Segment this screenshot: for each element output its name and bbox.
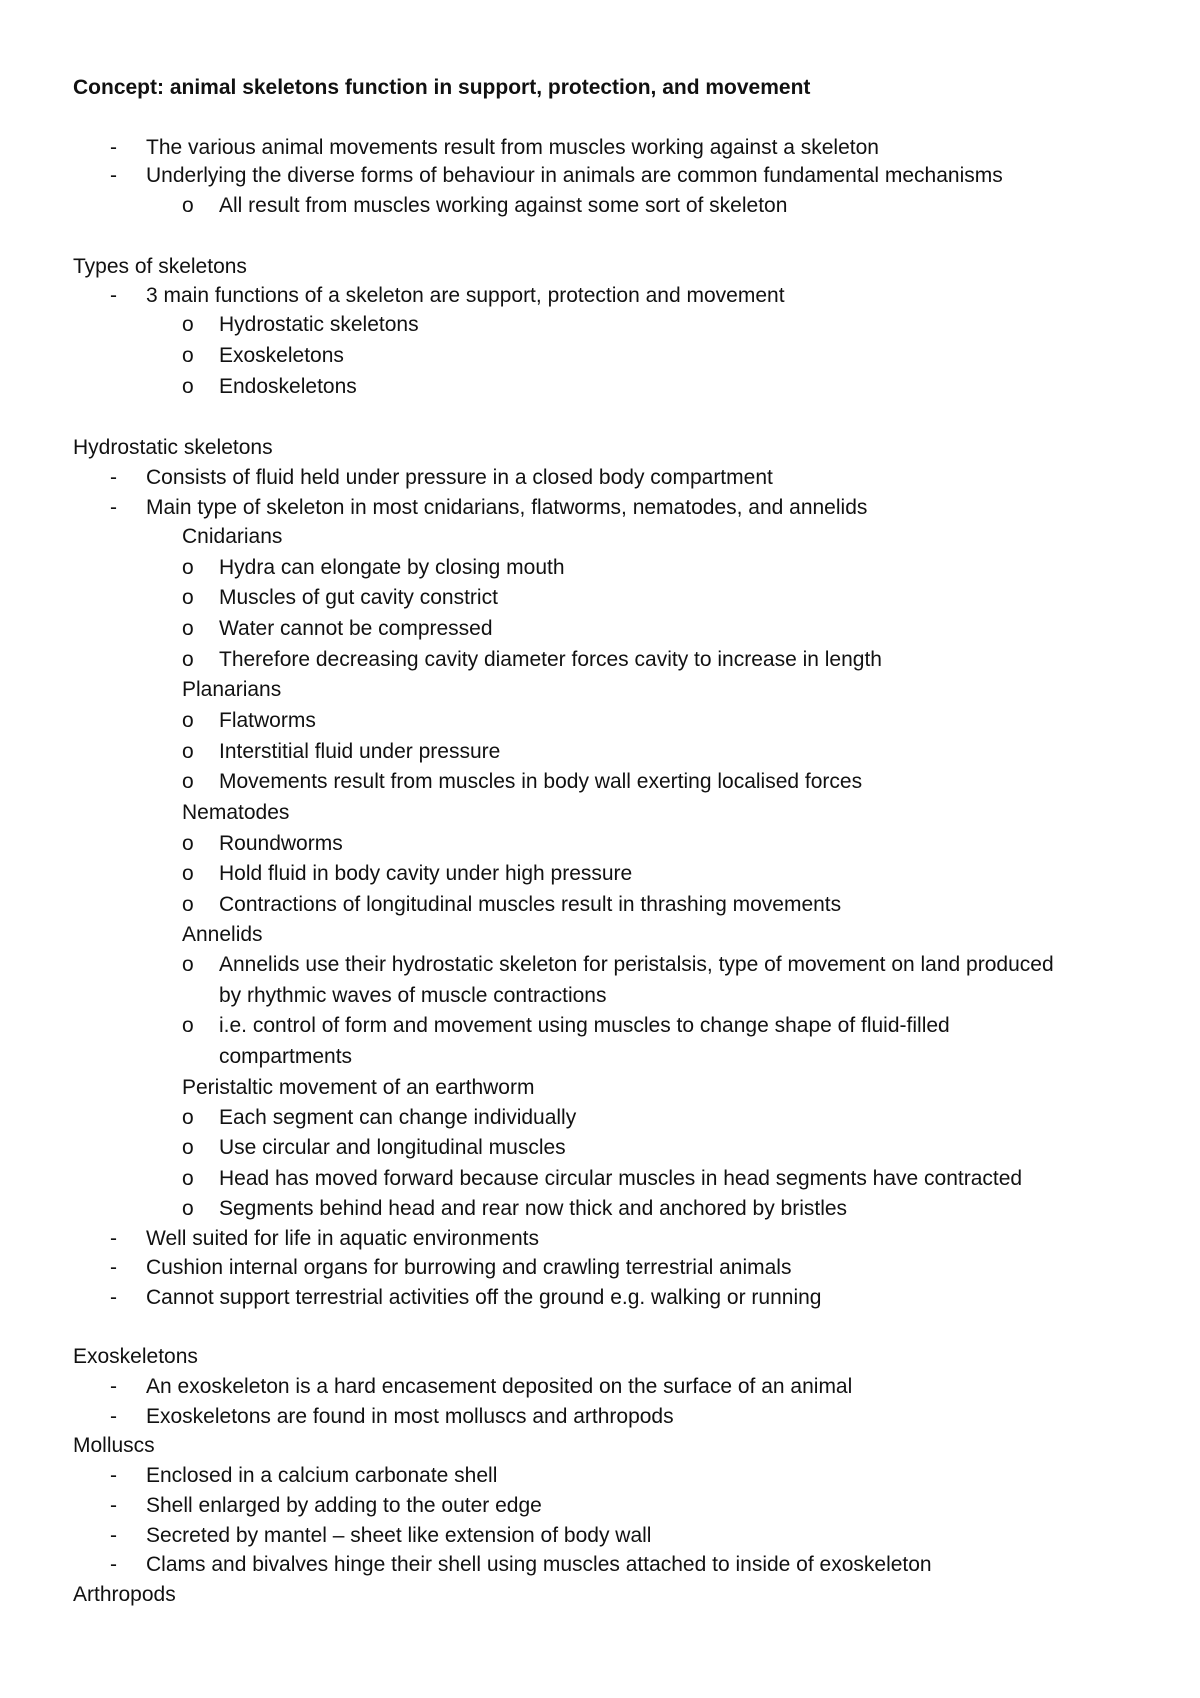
sub-list-item-text: Each segment can change individually bbox=[219, 1106, 577, 1129]
section-heading-types: Types of skeletons bbox=[73, 255, 247, 278]
list-item-text: The various animal movements result from muscles working against a skeleton bbox=[146, 136, 879, 159]
dash-bullet: - bbox=[110, 164, 117, 187]
subheading-planarians: Planarians bbox=[182, 678, 282, 701]
dash-bullet: - bbox=[110, 496, 117, 519]
sub-list-item-text: Hydra can elongate by closing mouth bbox=[219, 556, 565, 579]
subheading-nematodes: Nematodes bbox=[182, 801, 290, 824]
section-heading-molluscs: Molluscs bbox=[73, 1434, 155, 1457]
circle-bullet: o bbox=[182, 740, 194, 763]
circle-bullet: o bbox=[182, 313, 194, 336]
circle-bullet: o bbox=[182, 862, 194, 885]
sub-list-item-text: Head has moved forward because circular muscles in head segments have contracted bbox=[219, 1167, 1023, 1190]
sub-list-item-text: Hold fluid in body cavity under high pressure bbox=[219, 862, 633, 885]
dash-bullet: - bbox=[110, 1524, 117, 1547]
list-item-text: Enclosed in a calcium carbonate shell bbox=[146, 1464, 498, 1487]
circle-bullet: o bbox=[182, 1106, 194, 1129]
sub-list-item-continuation: by rhythmic waves of muscle contractions bbox=[219, 984, 607, 1007]
section-heading-arthropods: Arthropods bbox=[73, 1583, 176, 1606]
circle-bullet: o bbox=[182, 1167, 194, 1190]
sub-list-item-text: Annelids use their hydrostatic skeleton for peristalsis, type of movement on land produced bbox=[219, 953, 1054, 976]
sub-list-item-text: Muscles of gut cavity constrict bbox=[219, 586, 498, 609]
dash-bullet: - bbox=[110, 1375, 117, 1398]
list-item-text: Well suited for life in aquatic environments bbox=[146, 1227, 539, 1250]
sub-list-item-text: Flatworms bbox=[219, 709, 316, 732]
circle-bullet: o bbox=[182, 648, 194, 671]
list-item-text: Clams and bivalves hinge their shell using muscles attached to inside of exoskeleton bbox=[146, 1553, 932, 1576]
document-title: Concept: animal skeletons function in support, protection, and movement bbox=[73, 76, 811, 99]
dash-bullet: - bbox=[110, 1464, 117, 1487]
list-item-text: Consists of fluid held under pressure in a closed body compartment bbox=[146, 466, 773, 489]
circle-bullet: o bbox=[182, 194, 194, 217]
list-item-text: Exoskeletons are found in most molluscs and arthropods bbox=[146, 1405, 674, 1428]
subheading-annelids: Annelids bbox=[182, 923, 263, 946]
sub-list-item-text: All result from muscles working against some sort of skeleton bbox=[219, 194, 788, 217]
list-item-text: 3 main functions of a skeleton are support, protection and movement bbox=[146, 284, 785, 307]
dash-bullet: - bbox=[110, 1494, 117, 1517]
dash-bullet: - bbox=[110, 136, 117, 159]
dash-bullet: - bbox=[110, 1256, 117, 1279]
circle-bullet: o bbox=[182, 1136, 194, 1159]
circle-bullet: o bbox=[182, 832, 194, 855]
dash-bullet: - bbox=[110, 466, 117, 489]
dash-bullet: - bbox=[110, 1227, 117, 1250]
list-item-text: Cannot support terrestrial activities off the ground e.g. walking or running bbox=[146, 1286, 822, 1309]
list-item-text: Shell enlarged by adding to the outer edge bbox=[146, 1494, 542, 1517]
sub-list-item-continuation: compartments bbox=[219, 1045, 353, 1068]
list-item-text: Underlying the diverse forms of behaviour in animals are common fundamental mechanisms bbox=[146, 164, 1003, 187]
circle-bullet: o bbox=[182, 344, 194, 367]
dash-bullet: - bbox=[110, 1553, 117, 1576]
subheading-cnidarians: Cnidarians bbox=[182, 525, 283, 548]
dash-bullet: - bbox=[110, 284, 117, 307]
sub-list-item-text: Interstitial fluid under pressure bbox=[219, 740, 501, 763]
circle-bullet: o bbox=[182, 586, 194, 609]
circle-bullet: o bbox=[182, 893, 194, 916]
section-heading-hydrostatic: Hydrostatic skeletons bbox=[73, 436, 273, 459]
sub-list-item-text: i.e. control of form and movement using muscles to change shape of fluid-filled bbox=[219, 1014, 950, 1037]
circle-bullet: o bbox=[182, 953, 194, 976]
circle-bullet: o bbox=[182, 709, 194, 732]
circle-bullet: o bbox=[182, 770, 194, 793]
list-item-text: Main type of skeleton in most cnidarians, flatworms, nematodes, and annelids bbox=[146, 496, 868, 519]
sub-list-item-text: Segments behind head and rear now thick and anchored by bristles bbox=[219, 1197, 848, 1220]
circle-bullet: o bbox=[182, 1014, 194, 1037]
sub-list-item-text: Endoskeletons bbox=[219, 375, 357, 398]
sub-list-item-text: Therefore decreasing cavity diameter forces cavity to increase in length bbox=[219, 648, 882, 671]
list-item-text: An exoskeleton is a hard encasement deposited on the surface of an animal bbox=[146, 1375, 853, 1398]
sub-list-item-text: Use circular and longitudinal muscles bbox=[219, 1136, 566, 1159]
dash-bullet: - bbox=[110, 1405, 117, 1428]
sub-list-item-text: Exoskeletons bbox=[219, 344, 344, 367]
circle-bullet: o bbox=[182, 617, 194, 640]
list-item-text: Cushion internal organs for burrowing and crawling terrestrial animals bbox=[146, 1256, 792, 1279]
circle-bullet: o bbox=[182, 556, 194, 579]
section-heading-exoskeletons: Exoskeletons bbox=[73, 1345, 198, 1368]
dash-bullet: - bbox=[110, 1286, 117, 1309]
circle-bullet: o bbox=[182, 375, 194, 398]
circle-bullet: o bbox=[182, 1197, 194, 1220]
sub-list-item-text: Contractions of longitudinal muscles result in thrashing movements bbox=[219, 893, 842, 916]
sub-list-item-text: Hydrostatic skeletons bbox=[219, 313, 419, 336]
subheading-peristaltic: Peristaltic movement of an earthworm bbox=[182, 1076, 535, 1099]
sub-list-item-text: Water cannot be compressed bbox=[219, 617, 493, 640]
list-item-text: Secreted by mantel – sheet like extension of body wall bbox=[146, 1524, 652, 1547]
sub-list-item-text: Movements result from muscles in body wall exerting localised forces bbox=[219, 770, 863, 793]
sub-list-item-text: Roundworms bbox=[219, 832, 343, 855]
